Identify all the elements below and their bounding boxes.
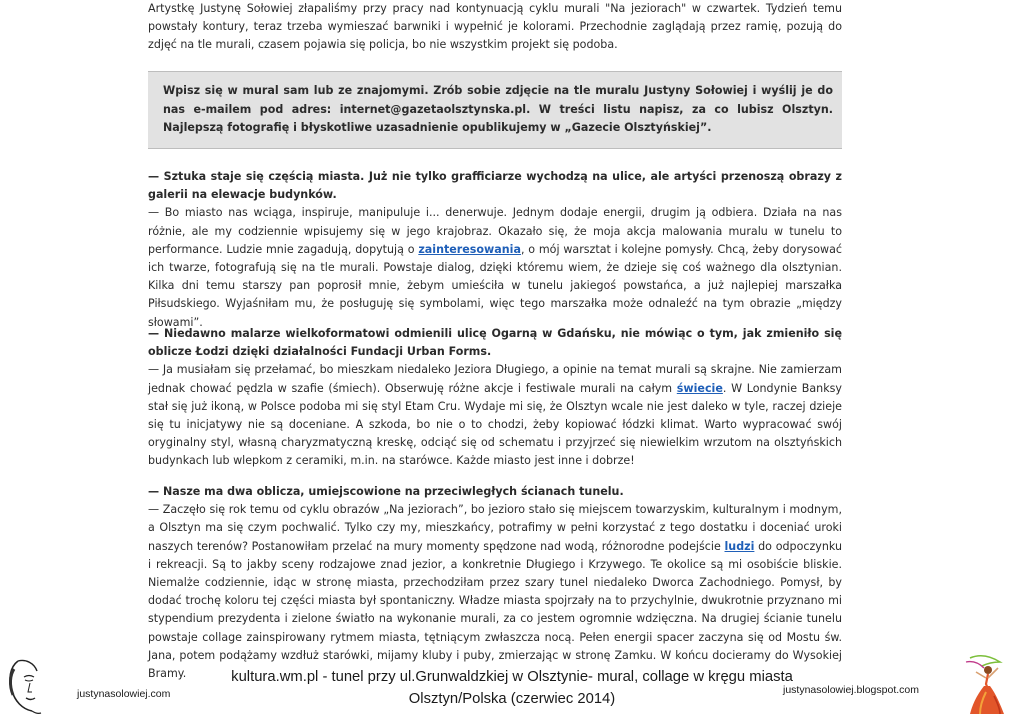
caption-line-1: kultura.wm.pl - tunel przy ul.Grunwaldzkiej w Olsztynie- mural, collage w kręgu miasta (231, 669, 793, 685)
link-ludzi[interactable]: ludzi (724, 539, 755, 553)
question-2: — Niedawno malarze wielkoformatowi odmienili ulicę Ogarną w Gdańsku, nie mówiąc o tym, jak zmieniło się oblicze Łodzi dzięki działalności Fundacji Urban Forms. (148, 327, 842, 359)
interview-section-3 (148, 483, 842, 683)
interview-section-1 (148, 168, 842, 332)
callout-text: Wpisz się w mural sam lub ze znajomymi. Zrób sobie zdjęcie na tle muralu Justyny Sołowiej i wyślij je do nas e-mailem pod adres: internet@gazetaolsztynska.pl. W treści listu napisz, za co lubisz Olsztyn. Najlepszą fotografię i błyskotliwe uzasadnienie opublikujemy w „Gazecie Olsztyńskiej”. (163, 84, 833, 135)
question-3: — Nasze ma dwa oblicza, umiejscowione na przeciwległych ścianach tunelu. (148, 485, 624, 498)
interview-section-2 (148, 325, 842, 471)
caption-line-2: Olsztyn/Polska (czerwiec 2014) (408, 691, 616, 707)
dancer-figure-icon (950, 652, 1020, 716)
footer-website[interactable]: justynasolowiej.com (77, 688, 171, 700)
callout-box (148, 71, 842, 149)
intro-paragraph: Artystkę Justynę Sołowiej złapaliśmy przy pracy nad kontynuacją cyklu murali "Na jeziorach" w czwartek. Tydzień temu powstały kontury, teraz trzeba wymieszać barwniki i wypełnić je kolorami. Przechodnie zaglądają przez ramię, pozują do zdjęć na tle murali, czasem pojawia się policja, bo nie wszystkim projekt się podoba. (148, 2, 842, 52)
answer-3: — Zaczęło się rok temu od cyklu obrazów „Na jeziorach”, bo jezioro stało się miejscem towarzyskim, kulturalnym i modnym, a Olsztyn ma się czym pochwalić. Tylko czy my, mieszkańcy, potrafimy w pełni korzystać z tego dostatku i doceniać uroki naszych terenów? Postanowiłam przelać na mury momenty spędzone nad wodą, różnorodne podejście ludzi do odpoczynku i rekreacji. Są to jakby sceny rodzajowe znad jezior, a konkretnie Długiego i Krzywego. Te okolice są mi osobiście bliskie. Niemalże codziennie, idąc w stronę miasta, przechodziłam przez szary tunel niedaleko Dworca Zachodniego. Pomysł, by dodać trochę koloru tej części miasta był spontaniczny. Władze miasta spojrzały na to przychylnie, dwukrotnie przyznano mi stypendium prezydenta i zielone światło na wykonanie murali, za co jestem ogromnie wdzięczna. Na drugiej ścianie tunelu powstaje collage zainspirowany rytmem miasta, tętniącym zwłaszcza nocą. Pełen energii spacer zaczyna się od Mostu św. Jana, potem podążamy wzdłuż starówki, mijamy kluby i puby, zmierzając w stronę Zamku. W końcu docieramy do Wysokiej Bramy. (148, 503, 842, 681)
answer-2: — Ja musiałam się przełamać, bo mieszkam niedaleko Jeziora Długiego, a opinie na temat murali są skrajne. Nie zamierzam jednak chować pędzla w szafie (śmiech). Obserwuję różne akcje i festiwale murali na całym świecie. W Londynie Banksy stał się już ikoną, w Polsce podoba mi się styl Etam Cru. Wydaje mi się, że Olsztyn wcale nie jest daleko w tyle, raczej dzieje się tu inicjatywy nie są doceniane. A szkoda, bo nie o to chodzi, żeby kopiować łódzki klimat. Warto wypracować swój oryginalny styl, własną charyzmatyczną kreskę, odciąć się od schematu i przyjrzeć się niewielkim wrzutom na olsztyńskich budynkach lub wlepkom z ceramiki, m.in. na starówce. Każde miasto jest inne i dobrze! (148, 363, 842, 468)
answer-1: — Bo miasto nas wciąga, inspiruje, manipuluje i... denerwuje. Jednym dodaje energii, drugim ją odbiera. Działa na nas różnie, ale my codziennie wpisujemy się w jego krajobraz. Okazało się, że moja akcja malowania muralu w tunelu to performance. Ludzie mnie zagadują, dopytują o zainteresowania, o mój warsztat i kolejne pomysły. Chcą, żeby dorysować ich twarze, fotografują się na tle murali. Powstaje dialog, dzięki któremu wiem, że dzieje się coś ważnego dla olsztynian. Kilka dni temu starszy pan poprosił mnie, żebym umieściła w tunelu jakiegoś powstańca, a już najlepiej marszałka Piłsudskiego. Wyjaśniłam mu, że posługuję się symbolami, więc tego marszałka może odnaleźć na tym obrazie „między słowami”. (148, 206, 842, 329)
question-1: — Sztuka staje się częścią miasta. Już nie tylko grafficiarze wychodzą na ulice, ale artyści przenoszą obrazy z galerii na elewacje budynków. (148, 170, 842, 202)
link-zainteresowania[interactable]: zainteresowania (418, 242, 521, 256)
footer-blog[interactable]: justynasolowiej.blogspot.com (783, 684, 919, 696)
link-swiecie[interactable]: świecie (676, 381, 723, 395)
